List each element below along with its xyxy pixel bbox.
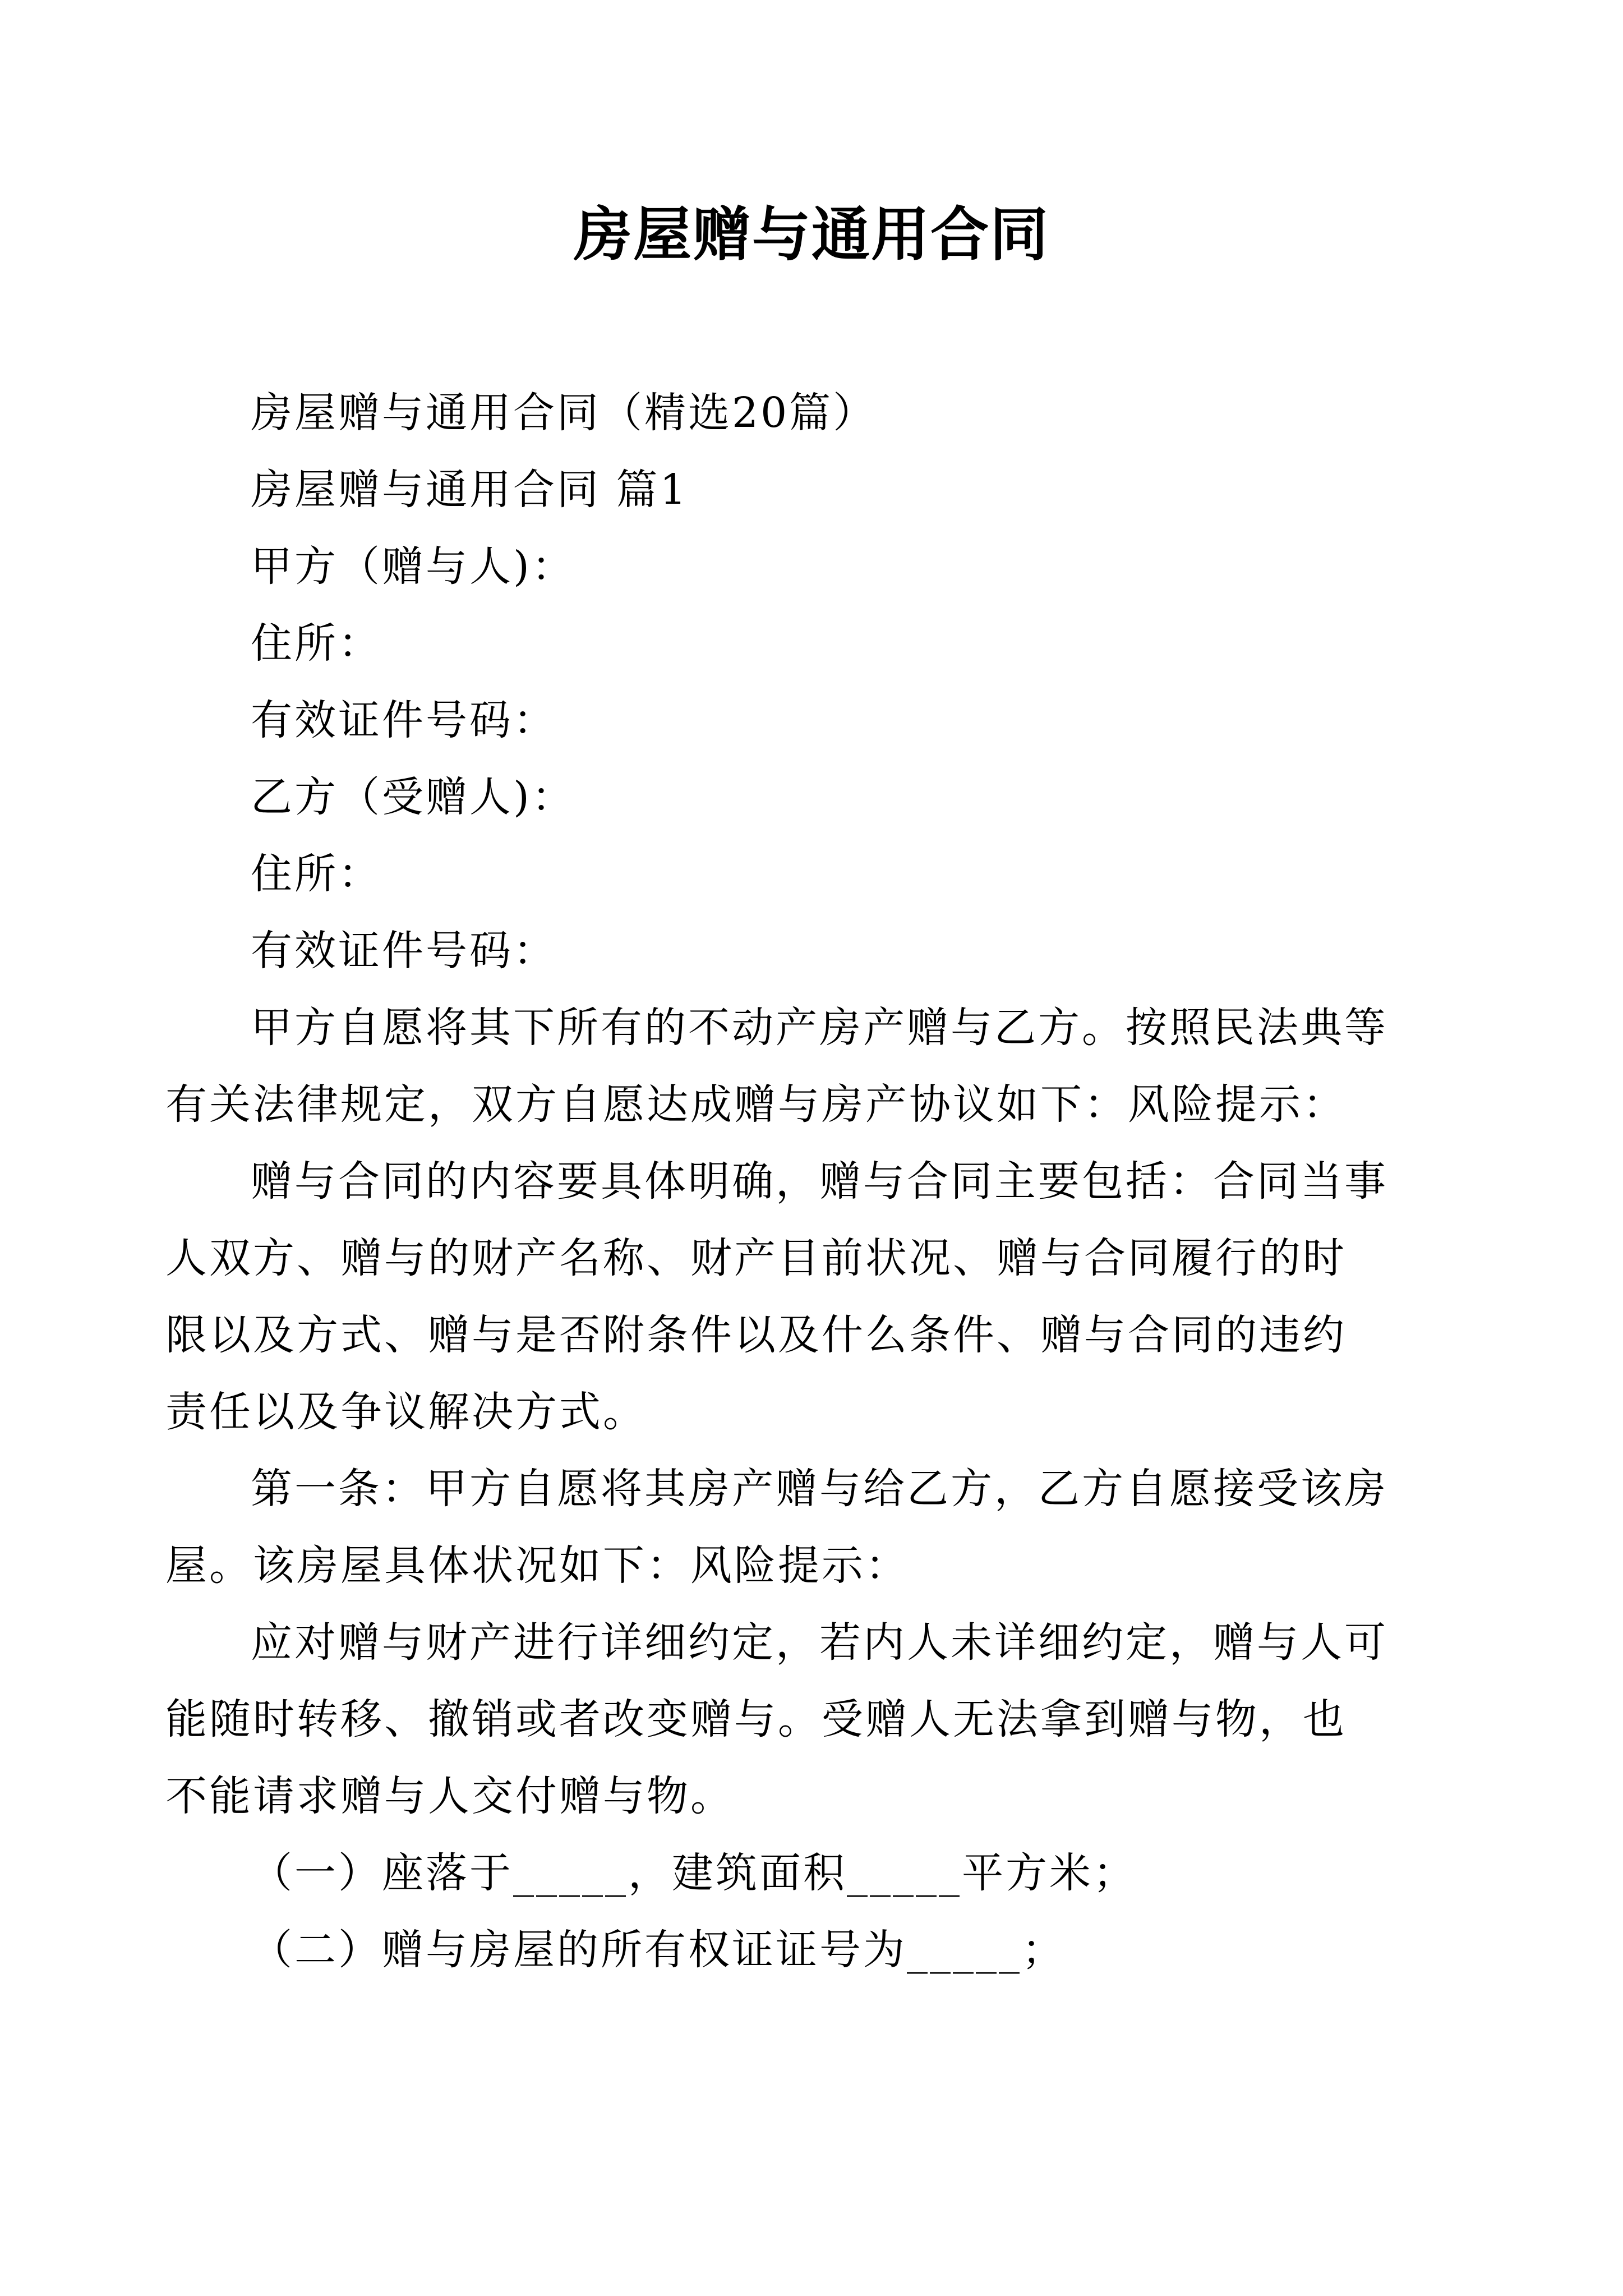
clause-2: （二）赠与房屋的所有权证证号为_____； bbox=[251, 1926, 1066, 1974]
party-a-id-label: 有效证件号码： bbox=[251, 696, 557, 744]
subtitle-line: 房屋赠与通用合同（精选20篇） bbox=[251, 389, 877, 437]
party-a-address-label: 住所： bbox=[251, 619, 382, 668]
clause-1: （一）座落于_____，建筑面积_____平方米； bbox=[251, 1849, 1137, 1897]
paragraph-article-1: 第一条：甲方自愿将其房产赠与给乙方，乙方自愿接受该房屋。该房屋具体状况如下：风险提示： bbox=[165, 1465, 1388, 1590]
section-heading: 房屋赠与通用合同 篇1 bbox=[251, 466, 689, 514]
document-body bbox=[251, 375, 1389, 990]
party-b-id-label: 有效证件号码： bbox=[251, 927, 557, 975]
party-b-address-label: 住所： bbox=[251, 850, 382, 898]
document-title: 房屋赠与通用合同 bbox=[573, 200, 1049, 269]
paragraph-intro: 甲方自愿将其下所有的不动产房产赠与乙方。按照民法典等有关法律规定，双方自愿达成赠与房产协议如下：风险提示： bbox=[165, 1004, 1388, 1129]
party-b-label: 乙方（受赠人)： bbox=[251, 773, 575, 821]
paragraph-risk-note: 应对赠与财产进行详细约定，若内人未详细约定，赠与人可能随时转移、撤销或者改变赠与。受赠人无法拿到赠与物，也不能请求赠与人交付赠与物。 bbox=[165, 1618, 1388, 1820]
paragraphs-container bbox=[165, 990, 1389, 1989]
paragraph-contract-content: 赠与合同的内容要具体明确，赠与合同主要包括：合同当事人双方、赠与的财产名称、财产目前状况、赠与合同履行的时限以及方式、赠与是否附条件以及什么条件、赠与合同的违约责任以及争议解决方式。 bbox=[165, 1157, 1388, 1436]
party-a-label: 甲方（赠与人)： bbox=[251, 542, 575, 591]
